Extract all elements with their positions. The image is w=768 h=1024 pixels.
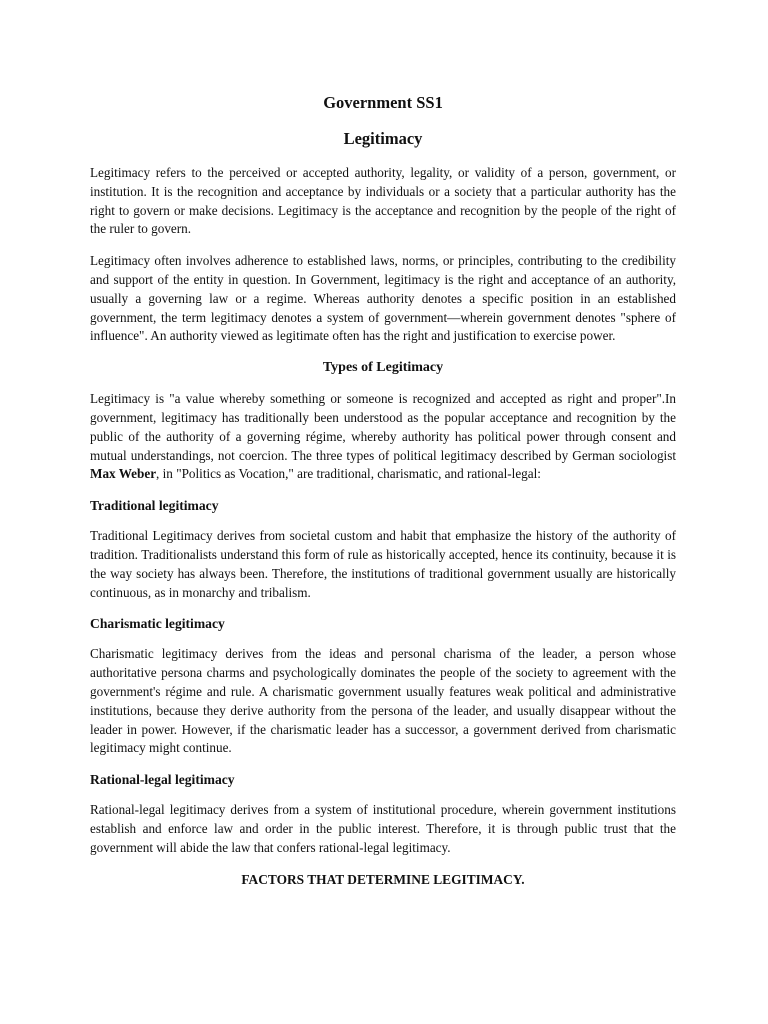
traditional-paragraph: Traditional Legitimacy derives from societal custom and habit that emphasize the history of the authority of tradition. Traditionalists understand this form of rule as historically accepted, hence its continuity, because it is the way society has always been. Therefore, the institutions of traditional government usually are historically continuous, as in monarchy and tribalism. bbox=[90, 528, 676, 600]
main-heading: Legitimacy bbox=[343, 129, 423, 148]
traditional-heading: Traditional legitimacy bbox=[90, 498, 219, 514]
document-title: Government SS1 bbox=[323, 93, 443, 112]
types-paragraph-text-end: , in "Politics as Vocation," are traditional, charismatic, and rational-legal: bbox=[156, 466, 541, 482]
charismatic-heading: Charismatic legitimacy bbox=[90, 616, 225, 632]
rational-legal-heading: Rational-legal legitimacy bbox=[90, 772, 235, 788]
types-paragraph-text-start: Legitimacy is "a value whereby something or someone is recognized and accepted as right and proper".In government, legitimacy has traditionally been understood as the popular acceptance and recognition by the public of the authority of a governing régime, whereby authority has political power through consent and mutual understandings, not coercion. The three types of political legitimacy described by German sociologist bbox=[90, 391, 676, 463]
rational-legal-paragraph: Rational-legal legitimacy derives from a system of institutional procedure, wherein government institutions establish and enforce law and order in the public interest. Therefore, it is through public trust that the government will abide the law that confers rational-legal legitimacy. bbox=[90, 802, 676, 855]
types-paragraph bbox=[90, 390, 676, 484]
factors-heading: FACTORS THAT DETERMINE LEGITIMACY. bbox=[241, 871, 525, 887]
charismatic-paragraph: Charismatic legitimacy derives from the ideas and personal charisma of the leader, a person whose authoritative persona charms and psychologically dominates the people of the society to agreement with the government's régime and rule. A charismatic government usually features weak political and administrative institutions, because they derive authority from the persona of the leader, and usually disappear without the leader in power. However, if the charismatic leader has a successor, a government derived from charismatic legitimacy might continue. bbox=[90, 646, 676, 756]
types-heading: Types of Legitimacy bbox=[322, 360, 444, 376]
document-page bbox=[90, 92, 676, 889]
weber-name: Max Weber bbox=[90, 466, 157, 482]
intro-paragraph-1: Legitimacy refers to the perceived or accepted authority, legality, or validity of a person, government, or institution. It is the recognition and acceptance by individuals or a society that a particular authority has the right to govern or make decisions. Legitimacy is the acceptance and recognition by the people of the right of the ruler to govern. bbox=[90, 165, 676, 237]
intro-paragraph-2: Legitimacy often involves adherence to established laws, norms, or principles, contributing to the credibility and support of the entity in question. In Government, legitimacy is the right and acceptance of an authority, usually a governing law or a regime. Whereas authority denotes a specific position in an established government, the term legitimacy denotes a system of government—wherein government denotes "sphere of influence". An authority viewed as legitimate often has the right and justification to exercise power. bbox=[90, 253, 676, 344]
